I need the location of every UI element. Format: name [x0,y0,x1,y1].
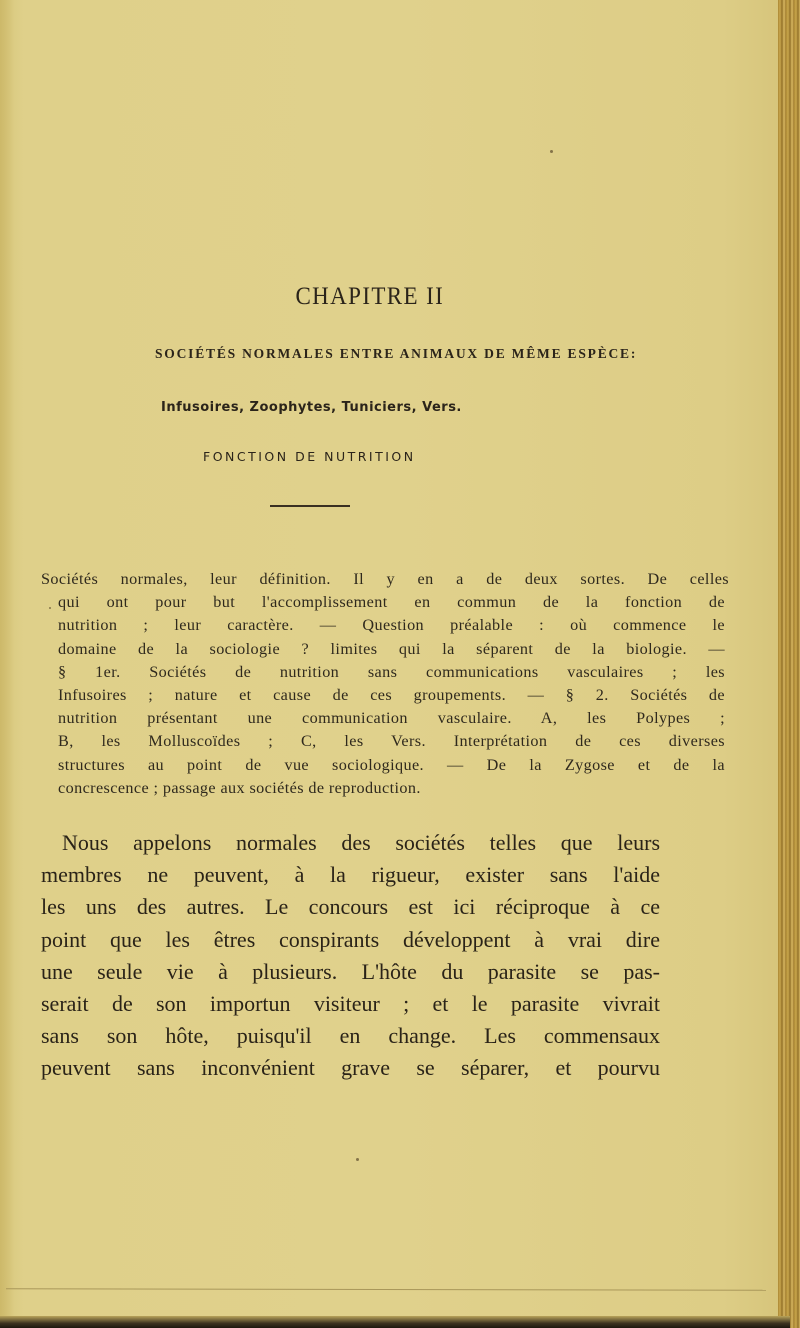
chapter-summary [41,568,729,800]
chapter-title-text: CHAPITRE II [295,283,445,310]
summary-line: qui ont pour but l'accomplissement en commun de la fonction de [58,593,725,612]
body-line: serait de son importun visiteur ; et le parasite vivrait [41,990,660,1016]
chapter-subtitle: SOCIÉTÉS NORMALES ENTRE ANIMAUX DE MÊME ESPÈCE: [155,346,638,361]
summary-line: B, les Molluscoïdes ; C, les Vers. Interprétation de ces diverses [58,732,725,751]
body-line: membres ne peuvent, à la rigueur, exister sans l'aide [41,862,660,888]
body-line: Nous appelons normales des sociétés telles que leurs [62,830,660,855]
paper-speck [356,1158,359,1161]
book-page-edges [778,0,800,1328]
chapter-groups: Infusoires, Zoophytes, Tuniciers, Vers. [161,400,462,415]
body-line: sans son hôte, puisqu'il en change. Les commensaux [41,1023,660,1049]
summary-line: domaine de la sociologie ? limites qui la séparent de la biologie. — [58,639,725,658]
summary-line: concrescence ; passage aux sociétés de reproduction. [58,778,421,797]
summary-line: structures au point de vue sociologique. — De la Zygose et de la [58,755,725,774]
paper-speck [49,607,51,609]
section-heading: FONCTION DE NUTRITION [203,449,416,464]
chapter-title [0,283,800,311]
body-paragraph [41,827,731,1085]
summary-line: nutrition présentant une communication vasculaire. A, les Polypes ; [58,709,725,728]
separator-rule [270,505,350,507]
body-line: les uns des autres. Le concours est ici réciproque à ce [41,894,660,920]
body-line: point que les êtres conspirants développent à vrai dire [41,926,660,952]
paper-speck [550,150,553,153]
summary-line: Infusoires ; nature et cause de ces groupements. — § 2. Sociétés de [58,685,725,704]
summary-line: Sociétés normales, leur définition. Il y en a de deux sortes. De celles [41,570,729,588]
summary-line: § 1er. Sociétés de nutrition sans communications vasculaires ; les [58,662,725,681]
book-bottom-edge [0,1316,790,1328]
body-line: peuvent sans inconvénient grave se séparer, et pourvu [41,1055,660,1081]
page-fold-line [6,1288,766,1291]
page-gutter-shadow [0,0,14,1316]
body-line: une seule vie à plusieurs. L'hôte du parasite se pas- [41,958,660,984]
summary-line: nutrition ; leur caractère. — Question préalable : où commence le [58,616,725,635]
